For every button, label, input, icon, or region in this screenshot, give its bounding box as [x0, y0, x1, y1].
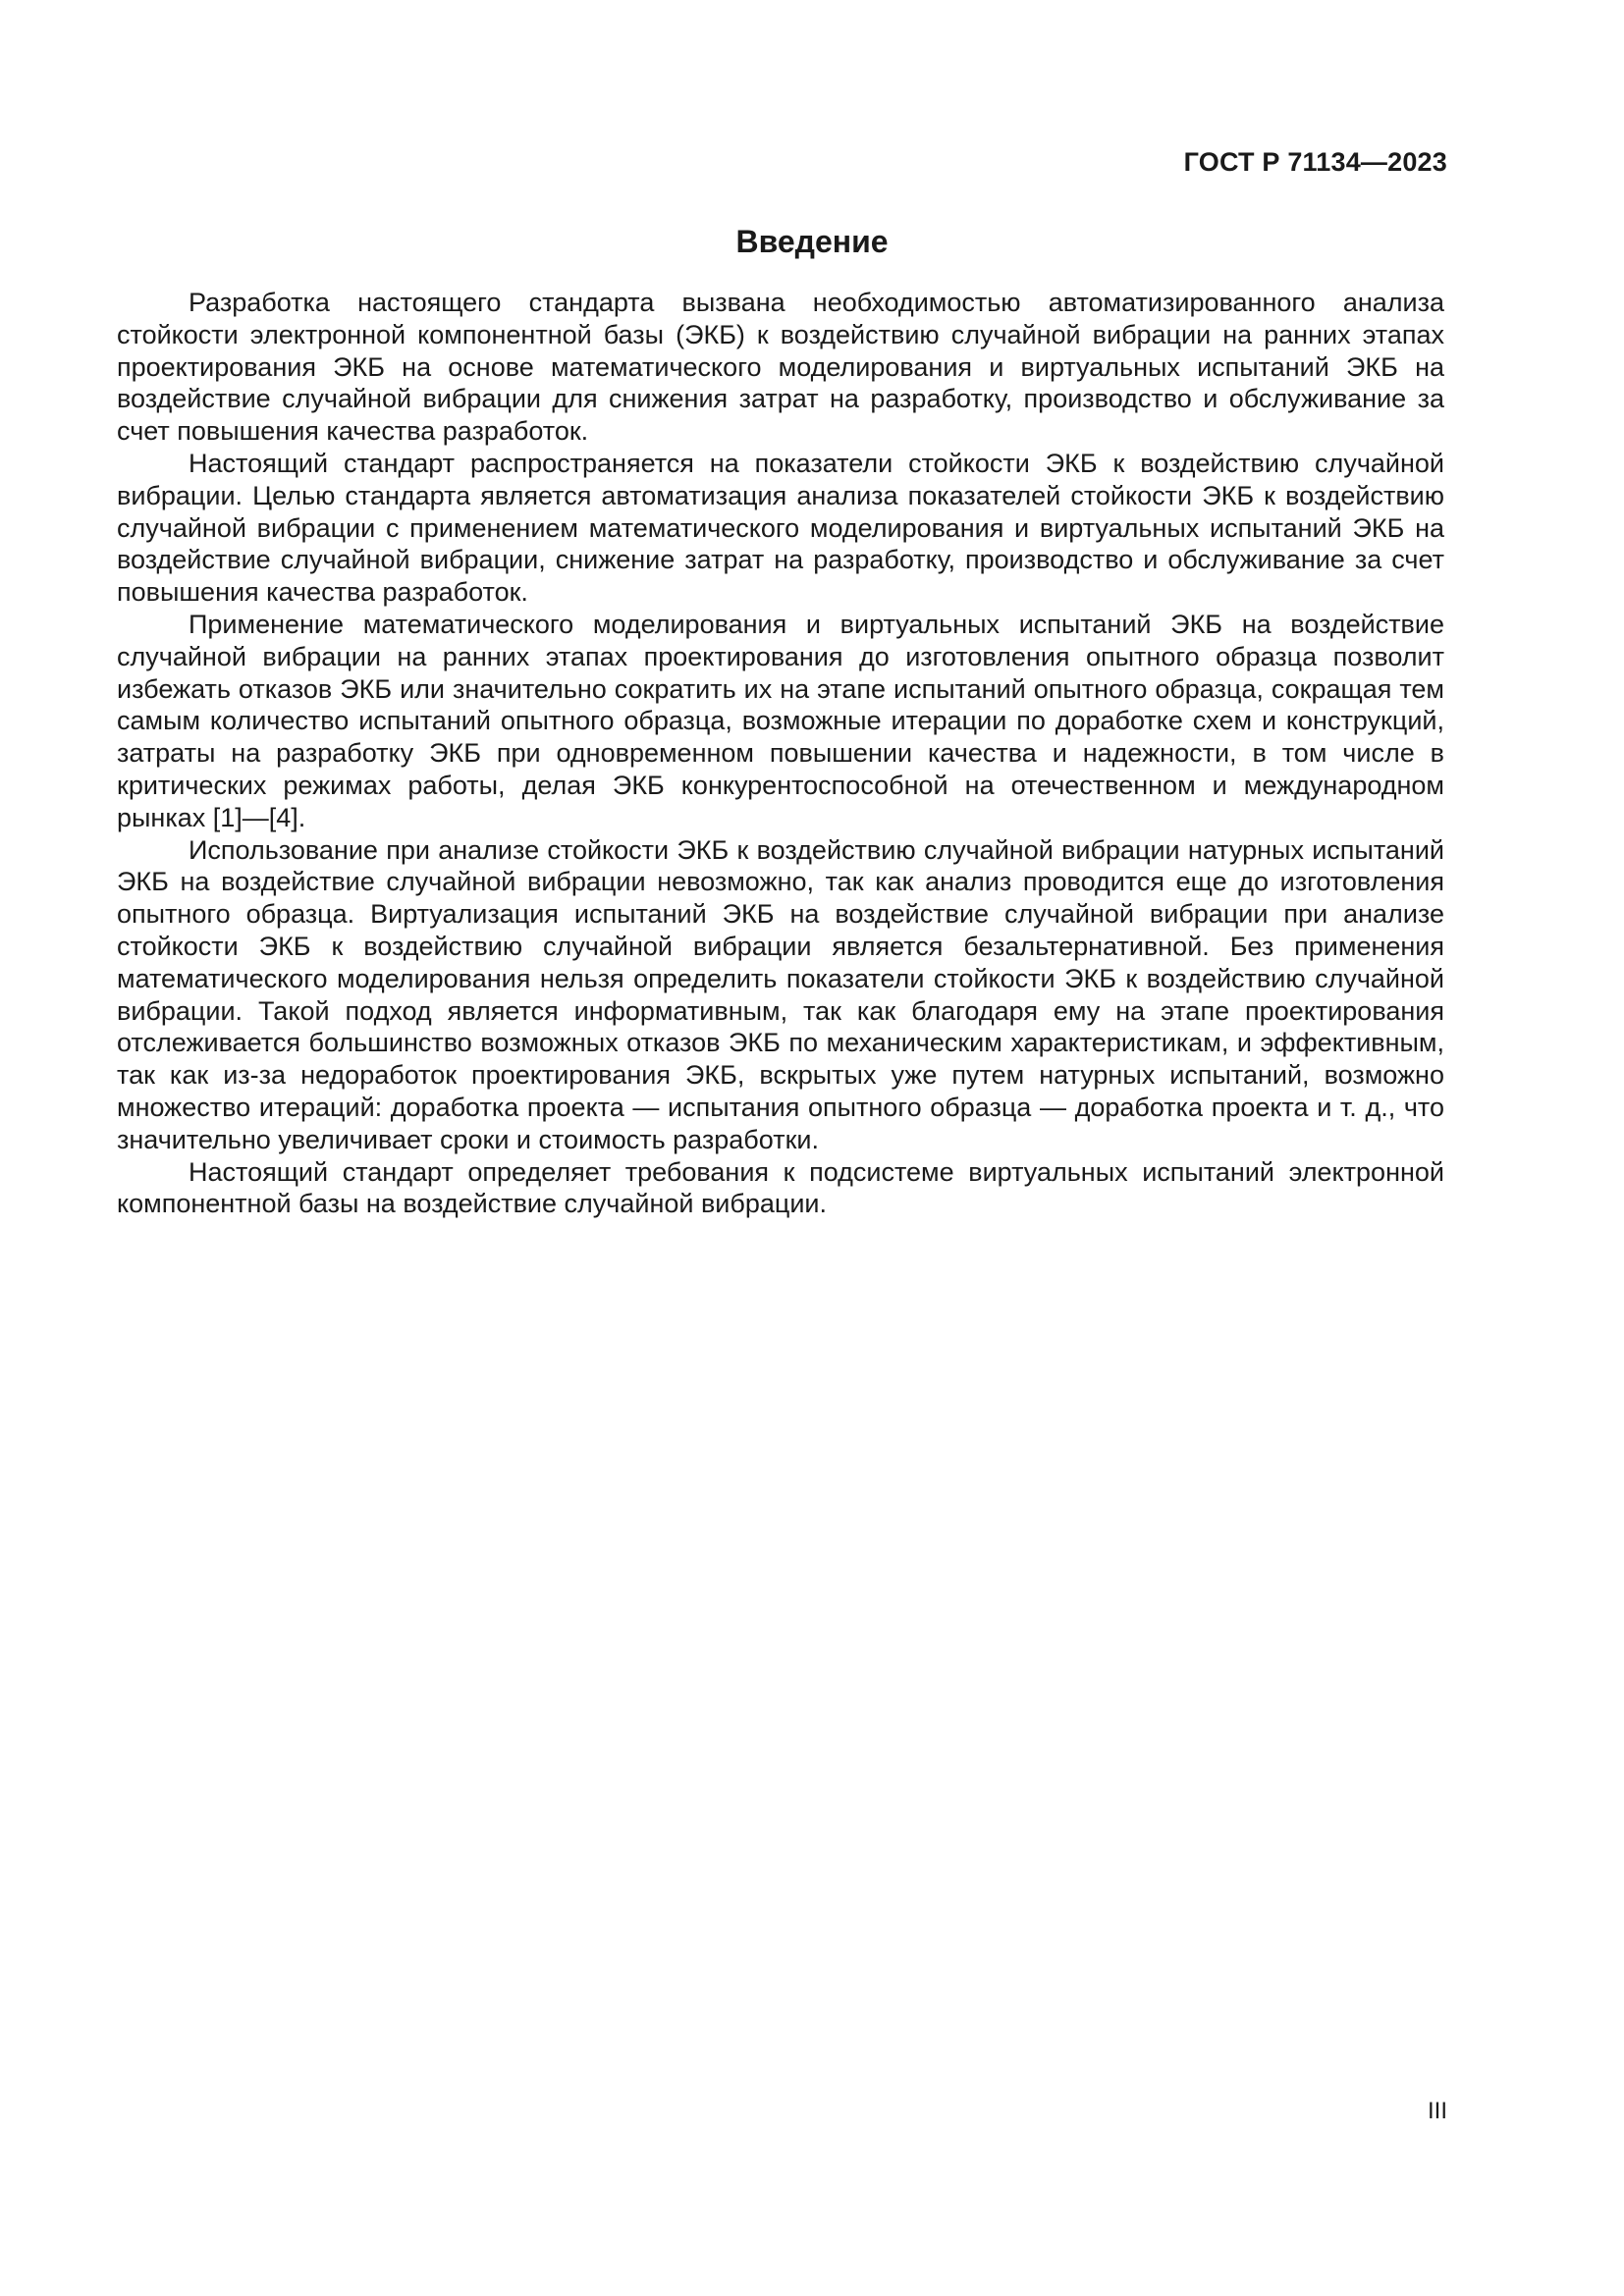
paragraph: Разработка настоящего стандарта вызвана необходимостью автоматизированного анализа стойкости электронной компонентной базы (ЭКБ) к воздействию случайной вибрации на ранних этапах проектирования ЭКБ на основе математического моделирования и виртуальных испытаний ЭКБ на воздействие случайной вибрации для снижения затрат на разработку, производство и обслуживание за счет повышения качества разработок. — [117, 288, 1444, 447]
paragraph: Использование при анализе стойкости ЭКБ к воздействию случайной вибрации натурных испытаний ЭКБ на воздействие случайной вибрации невозможно, так как анализ проводится еще до изготовления опытного образца. Виртуализация испытаний ЭКБ на воздействие случайной вибрации при анализе стойкости ЭКБ к воздействию случайной вибрации является безальтернативной. Без применения математического моделирования нельзя определить показатели стойкости ЭКБ к воздействию случайной вибрации. Такой подход является информативным, так как благодаря ему на этапе проектирования отслеживается большинство возможных отказов ЭКБ по механическим характеристикам, и эффективным, так как из-за недоработок проектирования ЭКБ, вскрытых уже путем натурных испытаний, возможно множество итераций: доработка проекта — испытания опытного образца — доработка проекта и т. д., что значительно увеличивает сроки и стоимость разработки. — [117, 834, 1444, 1154]
page-number: III — [1427, 2098, 1447, 2124]
paragraph: Настоящий стандарт распространяется на показатели стойкости ЭКБ к воздействию случайной вибрации. Целью стандарта является автоматизация анализа показателей стойкости ЭКБ к воздействию случайной вибрации с применением математического моделирования и виртуальных испытаний ЭКБ на воздействие случайной вибрации, снижение затрат на разработку, производство и обслуживание за счет повышения качества разработок. — [117, 448, 1444, 608]
paragraph: Применение математического моделирования и виртуальных испытаний ЭКБ на воздействие случайной вибрации на ранних этапах проектирования до изготовления опытного образца позволит избежать отказов ЭКБ или значительно сократить их на этапе испытаний опытного образца, сокращая тем самым количество испытаний опытного образца, возможные итерации по доработке схем и конструкций, затраты на разработку ЭКБ при одновременном повышении качества и надежности, в том числе в критических режимах работы, делая ЭКБ конкурентоспособной на отечественном и международном рынках [1]—[4]. — [117, 609, 1444, 832]
section-title: Введение — [735, 224, 889, 259]
body-text — [117, 287, 1444, 1220]
paragraph: Настоящий стандарт определяет требования к подсистеме виртуальных испытаний электронной компонентной базы на воздействие случайной вибрации. — [117, 1156, 1444, 1219]
document-number: ГОСТ Р 71134—2023 — [1183, 147, 1447, 177]
